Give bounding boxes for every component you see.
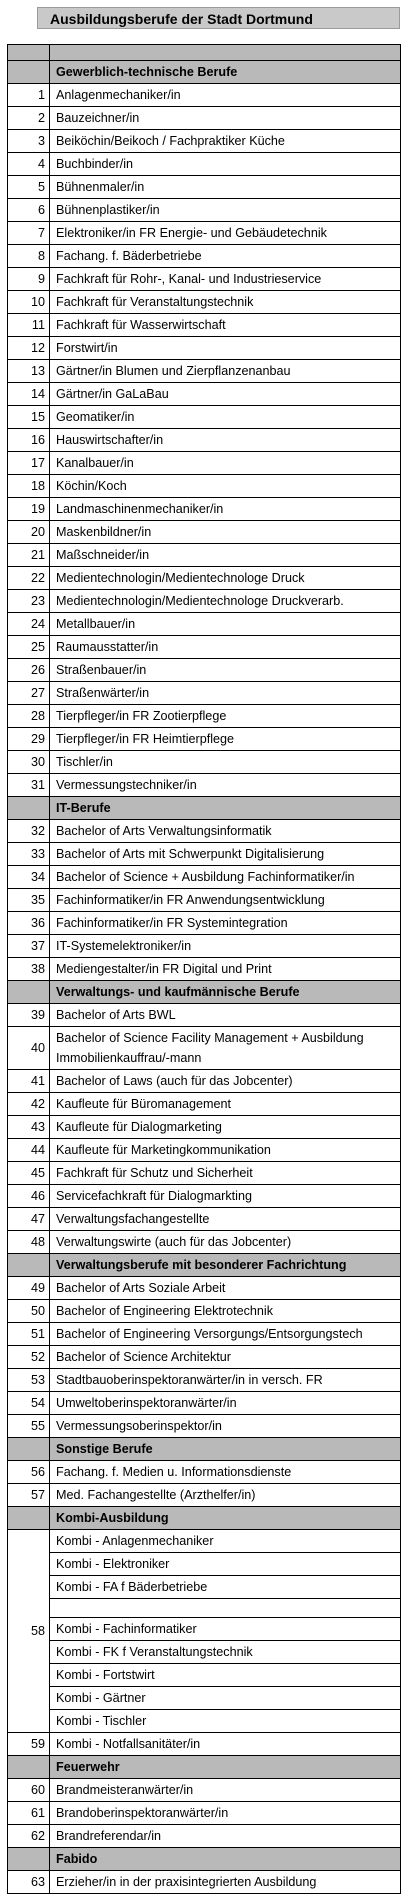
table-row [8,176,401,199]
row-title: Maßschneider/in [50,544,401,567]
kombi-item: Kombi - FK f Veranstaltungstechnik [50,1641,400,1664]
row-title: Buchbinder/in [50,153,401,176]
row-number: 29 [8,728,50,751]
row-title: Fachkraft für Rohr-, Kanal- und Industrieservice [50,268,401,291]
row-title: Kaufleute für Büromanagement [50,1093,401,1116]
row-number: 50 [8,1300,50,1323]
section-header: Sonstige Berufe [50,1438,401,1461]
row-number: 35 [8,889,50,912]
table-row [8,222,401,245]
section-header-row [8,61,401,84]
table-row [8,1369,401,1392]
table-row [8,1733,401,1756]
row-number: 40 [8,1027,50,1070]
table-row [8,1027,401,1070]
table-row [8,360,401,383]
row-number: 19 [8,498,50,521]
row-title: Köchin/Koch [50,475,401,498]
row-title: Vermessungsoberinspektor/in [50,1415,401,1438]
section-header-spacer [8,797,50,820]
table-row [8,728,401,751]
row-title: Gärtner/in Blumen und Zierpflanzenanbau [50,360,401,383]
row-number: 11 [8,314,50,337]
table-row [8,544,401,567]
row-number: 13 [8,360,50,383]
row-title: Hauswirtschafter/in [50,429,401,452]
row-number: 26 [8,659,50,682]
row-title: Vermessungstechniker/in [50,774,401,797]
row-title: Bachelor of Science Facility Management + Ausbildung Immobilienkauffrau/-mann [50,1027,401,1070]
row-title: Bachelor of Engineering Versorgungs/Entsorgungstech [50,1323,401,1346]
table-row [8,958,401,981]
row-number: 38 [8,958,50,981]
table-row [8,429,401,452]
row-number: 18 [8,475,50,498]
table-row [8,1415,401,1438]
kombi-item: Kombi - Fachinformatiker [50,1618,400,1641]
table-row [8,636,401,659]
table-row [8,406,401,429]
table-row [8,820,401,843]
row-number: 44 [8,1139,50,1162]
table-body [8,45,401,1894]
kombi-group-row [8,1530,401,1733]
row-number: 49 [8,1277,50,1300]
row-number: 48 [8,1231,50,1254]
table-row [8,590,401,613]
row-number: 27 [8,682,50,705]
row-number: 31 [8,774,50,797]
row-number: 62 [8,1825,50,1848]
table-row [8,245,401,268]
row-number: 42 [8,1093,50,1116]
table-row [8,1162,401,1185]
row-title: Metallbauer/in [50,613,401,636]
row-number: 24 [8,613,50,636]
section-header-spacer [8,1254,50,1277]
table-row [8,751,401,774]
table-row [8,1484,401,1507]
section-header-spacer [8,61,50,84]
section-header-spacer [8,1507,50,1530]
row-title: Bachelor of Arts BWL [50,1004,401,1027]
row-title: Fachinformatiker/in FR Anwendungsentwicklung [50,889,401,912]
row-title: Bachelor of Laws (auch für das Jobcenter) [50,1070,401,1093]
row-title: Bauzeichner/in [50,107,401,130]
section-header: Kombi-Ausbildung [50,1507,401,1530]
row-title: Medientechnologin/Medientechnologe Druckverarb. [50,590,401,613]
row-title: Forstwirt/in [50,337,401,360]
row-title: Bachelor of Arts Verwaltungsinformatik [50,820,401,843]
row-number: 45 [8,1162,50,1185]
row-number: 63 [8,1871,50,1894]
row-title: Brandreferendar/in [50,1825,401,1848]
row-title: Tischler/in [50,751,401,774]
row-number: 52 [8,1346,50,1369]
row-number: 3 [8,130,50,153]
document [7,7,400,1894]
row-title: Elektroniker/in FR Energie- und Gebäudetechnik [50,222,401,245]
table-row [8,1004,401,1027]
row-title: Bachelor of Engineering Elektrotechnik [50,1300,401,1323]
row-title: Raumausstatter/in [50,636,401,659]
row-number: 51 [8,1323,50,1346]
kombi-item: Kombi - Tischler [56,1714,147,1728]
row-title: Fachkraft für Schutz und Sicherheit [50,1162,401,1185]
table-row [8,1779,401,1802]
row-number: 30 [8,751,50,774]
table-row [8,1461,401,1484]
row-number: 6 [8,199,50,222]
row-title: Maskenbildner/in [50,521,401,544]
row-title: Bachelor of Science + Ausbildung Fachinformatiker/in [50,866,401,889]
section-header-row [8,1507,401,1530]
row-number: 4 [8,153,50,176]
row-number: 15 [8,406,50,429]
table-row [8,383,401,406]
section-header: Feuerwehr [50,1756,401,1779]
section-header-row [8,1438,401,1461]
row-number: 54 [8,1392,50,1415]
kombi-item: Kombi - Elektroniker [50,1553,400,1576]
table-row [8,889,401,912]
table-row [8,84,401,107]
row-title: Beiköchin/Beikoch / Fachpraktiker Küche [50,130,401,153]
table-row [8,1116,401,1139]
row-title: IT-Systemelektroniker/in [50,935,401,958]
section-header-spacer [8,1848,50,1871]
table-row [8,1208,401,1231]
kombi-number: 58 [8,1530,50,1733]
row-number: 36 [8,912,50,935]
row-number: 22 [8,567,50,590]
table-row [8,1825,401,1848]
row-number: 53 [8,1369,50,1392]
row-title: Verwaltungswirte (auch für das Jobcenter) [50,1231,401,1254]
row-number: 28 [8,705,50,728]
table-row [8,314,401,337]
row-number: 41 [8,1070,50,1093]
row-title: Gärtner/in GaLaBau [50,383,401,406]
table-row [8,705,401,728]
table-row [8,1093,401,1116]
row-number: 34 [8,866,50,889]
row-title: Fachang. f. Bäderbetriebe [50,245,401,268]
row-title: Bühnenplastiker/in [50,199,401,222]
section-header: IT-Berufe [50,797,401,820]
table-row [8,130,401,153]
row-number: 9 [8,268,50,291]
page-title: Ausbildungsberufe der Stadt Dortmund [37,7,400,29]
section-header: Gewerblich-technische Berufe [50,61,401,84]
table-row [8,774,401,797]
table-row [8,935,401,958]
row-title: Geomatiker/in [50,406,401,429]
table-row [8,1070,401,1093]
row-number: 47 [8,1208,50,1231]
row-title: Fachinformatiker/in FR Systemintegration [50,912,401,935]
table-row [8,1323,401,1346]
row-title: Kaufleute für Marketingkommunikation [50,1139,401,1162]
kombi-items [50,1530,401,1733]
row-number: 12 [8,337,50,360]
row-title: Fachang. f. Medien u. Informationsdienste [50,1461,401,1484]
row-number: 23 [8,590,50,613]
row-title: Erzieher/in in der praxisintegrierten Ausbildung [50,1871,401,1894]
table-row [8,199,401,222]
table-row [8,1346,401,1369]
table-row [8,866,401,889]
row-number: 20 [8,521,50,544]
row-title: Tierpfleger/in FR Heimtierpflege [50,728,401,751]
section-header-spacer [8,981,50,1004]
row-number: 46 [8,1185,50,1208]
row-title: Bachelor of Arts mit Schwerpunkt Digitalisierung [50,843,401,866]
kombi-gap [50,1599,400,1618]
section-header-row [8,797,401,820]
row-number: 10 [8,291,50,314]
table-row [8,153,401,176]
section-header-spacer [8,1438,50,1461]
kombi-item: Kombi - FA f Bäderbetriebe [50,1576,400,1599]
row-number: 43 [8,1116,50,1139]
row-number: 16 [8,429,50,452]
section-header-row [8,981,401,1004]
row-title: Kanalbauer/in [50,452,401,475]
row-title: Anlagenmechaniker/in [50,84,401,107]
table-row [8,1300,401,1323]
row-number: 39 [8,1004,50,1027]
table-row [8,567,401,590]
row-title: Fachkraft für Veranstaltungstechnik [50,291,401,314]
row-number: 33 [8,843,50,866]
row-title: Straßenbauer/in [50,659,401,682]
section-header-row [8,1756,401,1779]
row-number: 17 [8,452,50,475]
row-title: Bühnenmaler/in [50,176,401,199]
table-row [8,107,401,130]
table-row [8,452,401,475]
row-title: Bachelor of Science Architektur [50,1346,401,1369]
section-header: Verwaltungsberufe mit besonderer Fachrichtung [50,1254,401,1277]
kombi-item: Kombi - Anlagenmechaniker [50,1530,400,1553]
table-row [8,682,401,705]
row-title: Kaufleute für Dialogmarketing [50,1116,401,1139]
row-title: Medientechnologin/Medientechnologe Druck [50,567,401,590]
row-title: Straßenwärter/in [50,682,401,705]
table-row [8,1139,401,1162]
section-header: Verwaltungs- und kaufmännische Berufe [50,981,401,1004]
occupations-table [7,44,401,1894]
row-number: 32 [8,820,50,843]
row-title: Tierpfleger/in FR Zootierpflege [50,705,401,728]
table-top-bar [8,45,401,61]
row-number: 2 [8,107,50,130]
table-row [8,843,401,866]
section-header-row [8,1848,401,1871]
table-row [8,1802,401,1825]
row-number: 59 [8,1733,50,1756]
row-number: 56 [8,1461,50,1484]
kombi-item: Kombi - Gärtner [50,1687,400,1710]
table-row [8,291,401,314]
row-title: Mediengestalter/in FR Digital und Print [50,958,401,981]
table-row [8,337,401,360]
row-number: 37 [8,935,50,958]
table-row [8,268,401,291]
table-row [8,1277,401,1300]
row-title: Verwaltungsfachangestellte [50,1208,401,1231]
row-number: 1 [8,84,50,107]
row-title: Umweltoberinspektoranwärter/in [50,1392,401,1415]
section-header: Fabido [50,1848,401,1871]
row-title: Servicefachkraft für Dialogmarkting [50,1185,401,1208]
row-number: 8 [8,245,50,268]
table-row [8,659,401,682]
row-title: Kombi - Notfallsanitäter/in [50,1733,401,1756]
table-row [8,613,401,636]
row-number: 14 [8,383,50,406]
row-title: Landmaschinenmechaniker/in [50,498,401,521]
row-title: Brandoberinspektoranwärter/in [50,1802,401,1825]
section-header-spacer [8,1756,50,1779]
table-row [8,912,401,935]
table-row [8,1185,401,1208]
kombi-item: Kombi - Fortstwirt [50,1664,400,1687]
row-number: 61 [8,1802,50,1825]
row-title: Brandmeisteranwärter/in [50,1779,401,1802]
table-row [8,475,401,498]
row-number: 7 [8,222,50,245]
table-row [8,1871,401,1894]
row-title: Stadtbauoberinspektoranwärter/in in versch. FR [50,1369,401,1392]
row-title: Fachkraft für Wasserwirtschaft [50,314,401,337]
table-row [8,1392,401,1415]
row-number: 55 [8,1415,50,1438]
row-number: 25 [8,636,50,659]
table-row [8,521,401,544]
row-number: 60 [8,1779,50,1802]
row-number: 57 [8,1484,50,1507]
row-title: Bachelor of Arts Soziale Arbeit [50,1277,401,1300]
row-title: Med. Fachangestellte (Arzthelfer/in) [50,1484,401,1507]
table-row [8,1231,401,1254]
row-number: 21 [8,544,50,567]
section-header-row [8,1254,401,1277]
row-number: 5 [8,176,50,199]
table-row [8,498,401,521]
